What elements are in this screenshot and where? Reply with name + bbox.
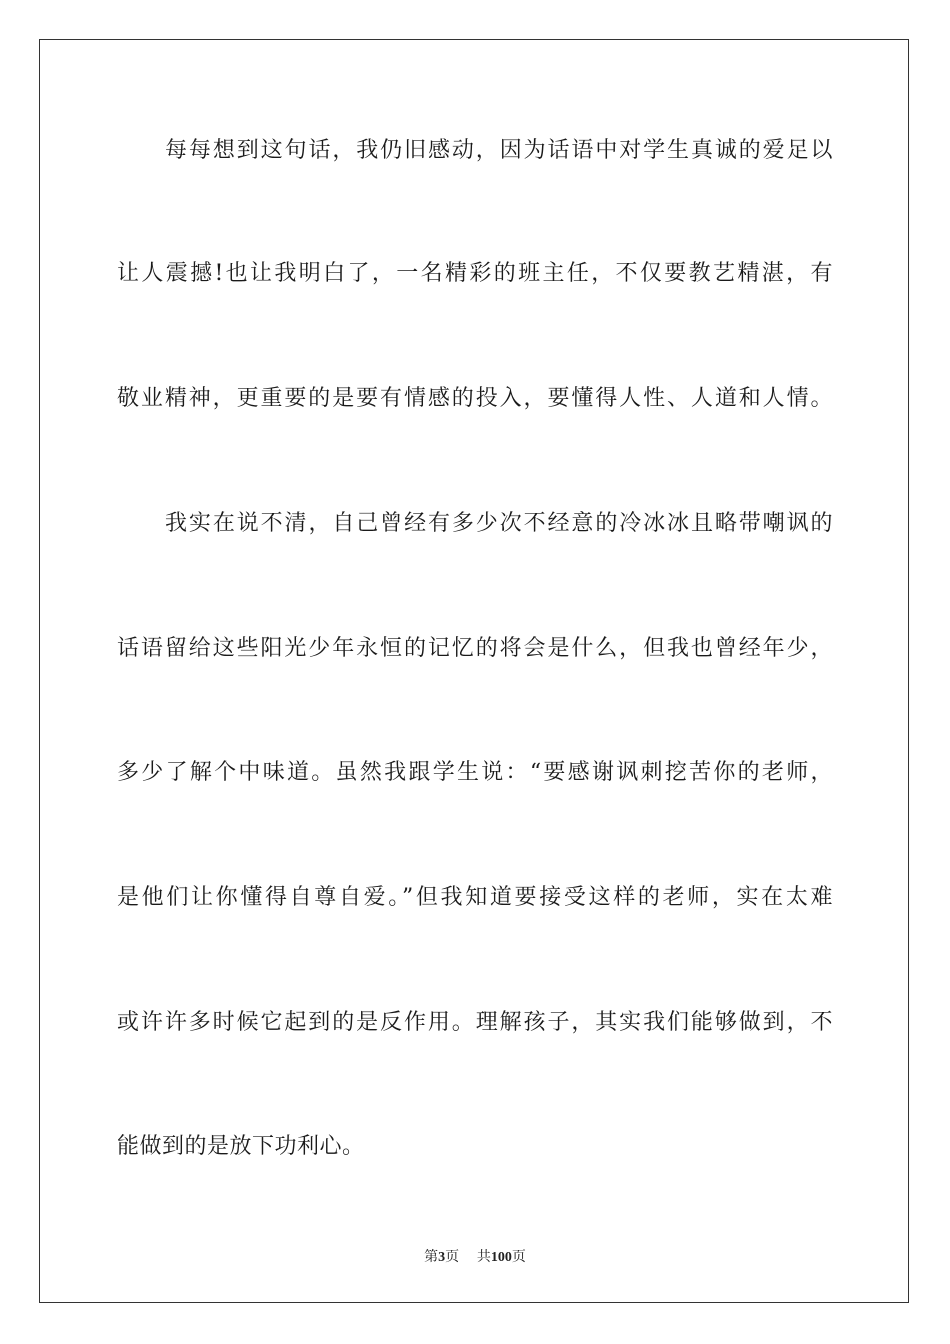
text-line-9: 能做到的是放下功利心。: [117, 1134, 365, 1159]
text-line-6: 多少了解个中味道。虽然我跟学生说：“要感谢讽刺挖苦你的老师，: [117, 760, 833, 785]
page-suffix: 页: [445, 1249, 460, 1265]
page-prefix: 第: [424, 1249, 439, 1265]
text-line-5: 话语留给这些阳光少年永恒的记忆的将会是什么，但我也曾经年少，: [117, 636, 833, 661]
text-line-1: 每每想到这句话，我仍旧感动，因为话语中对学生真诚的爱足以: [165, 138, 833, 163]
text-line-4: 我实在说不清，自己曾经有多少次不经意的冷冰冰且略带嘲讽的: [165, 511, 833, 536]
page-footer: [0, 1247, 950, 1268]
text-line-2: 让人震撼!也让我明白了，一名精彩的班主任，不仅要教艺精湛，有: [117, 261, 833, 286]
total-prefix: 共: [476, 1249, 491, 1265]
page-border: [39, 39, 909, 1303]
total-suffix: 页: [511, 1249, 526, 1265]
text-line-7: 是他们让你懂得自尊自爱。”但我知道要接受这样的老师，实在太难: [117, 885, 833, 910]
text-line-8: 或许许多时候它起到的是反作用。理解孩子，其实我们能够做到，不: [117, 1010, 833, 1035]
page-number: 3: [438, 1250, 446, 1265]
total-pages: 100: [490, 1250, 512, 1265]
text-line-3: 敬业精神，更重要的是要有情感的投入，要懂得人性、人道和人情。: [117, 386, 833, 411]
